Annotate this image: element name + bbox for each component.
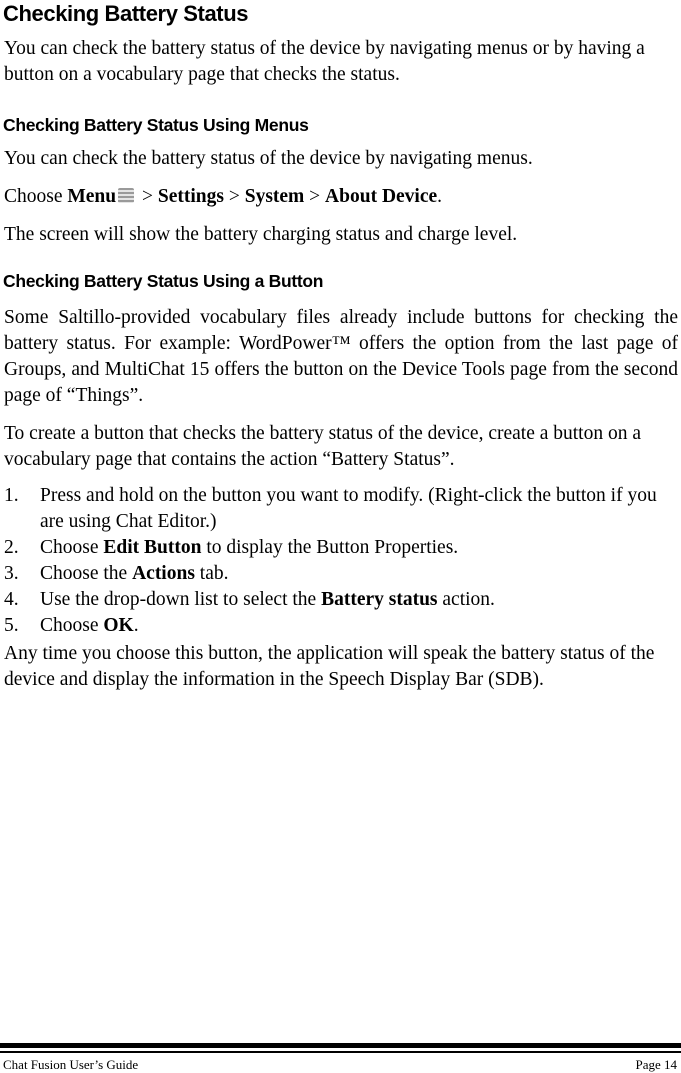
intro-paragraph: You can check the battery status of the device by navigating menus or by having a button on a vocabulary page that checks the status. [4,38,645,85]
path-separator: > [137,186,158,207]
section-heading-menus: Checking Battery Status Using Menus [3,115,309,135]
step-number: 5. [4,615,19,636]
footer-guide-title: Chat Fusion User’s Guide [3,1057,139,1072]
charge-status-paragraph: The screen will show the battery charging status and charge level. [4,224,518,245]
settings-label: Settings [157,186,224,207]
step-number: 2. [4,537,19,558]
step-text: tab. [194,563,229,584]
create-button-paragraph: To create a button that checks the battery status of the device, create a button on a vocabulary page that contains the action “Battery Status”. [4,423,641,470]
actions-tab-label: Actions [132,563,195,584]
list-item [4,587,664,613]
list-item [4,561,664,587]
step-text: . [133,615,139,636]
footer-rule-thin [0,1051,681,1053]
section-heading-button: Checking Battery Status Using a Button [3,271,324,291]
menu-path-paragraph [4,184,678,210]
step-number: 1. [4,485,19,506]
list-item [4,483,664,535]
step-text: Choose [40,615,104,636]
edit-button-label: Edit Button [103,537,202,558]
menu-label: Menu [67,186,117,207]
list-item [4,613,664,639]
menus-paragraph: You can check the battery status of the device by navigating menus. [4,148,533,169]
path-separator: > [304,186,326,207]
saltillo-vocab-paragraph: Some Saltillo-provided vocabulary files already include buttons for checking the battery status. For example: WordPower™ offers the option from the last page of Groups, and MultiChat 15 offers the button on the Device Tools page from the second page of “Things”. [4,307,678,406]
steps-list [4,483,664,639]
step-number: 4. [4,589,19,610]
closing-paragraph: Any time you choose this button, the application will speak the battery status of the device and display the information in the Speech Display Bar (SDB). [4,643,655,690]
menu-icon [118,188,134,203]
path-separator: > [223,186,245,207]
step-text: Choose the [40,563,133,584]
step-text: action. [437,589,495,610]
step-number: 3. [4,563,19,584]
footer-rule-thick [0,1043,681,1048]
battery-status-label: Battery status [321,589,438,610]
about-device-label: About Device [325,186,438,207]
list-item [4,535,664,561]
end-period: . [437,186,443,207]
step-text: to display the Button Properties. [201,537,459,558]
page-title: Checking Battery Status [3,1,249,26]
system-label: System [244,186,305,207]
footer-page-number: Page 14 [635,1057,677,1072]
step-text: Use the drop-down list to select the [40,589,322,610]
step-text: Choose [40,537,104,558]
ok-label: OK [103,615,134,636]
step-text: Press and hold on the button you want to modify. (Right-click the button if you are using Chat Editor.) [40,485,657,532]
choose-prefix: Choose [4,186,68,207]
